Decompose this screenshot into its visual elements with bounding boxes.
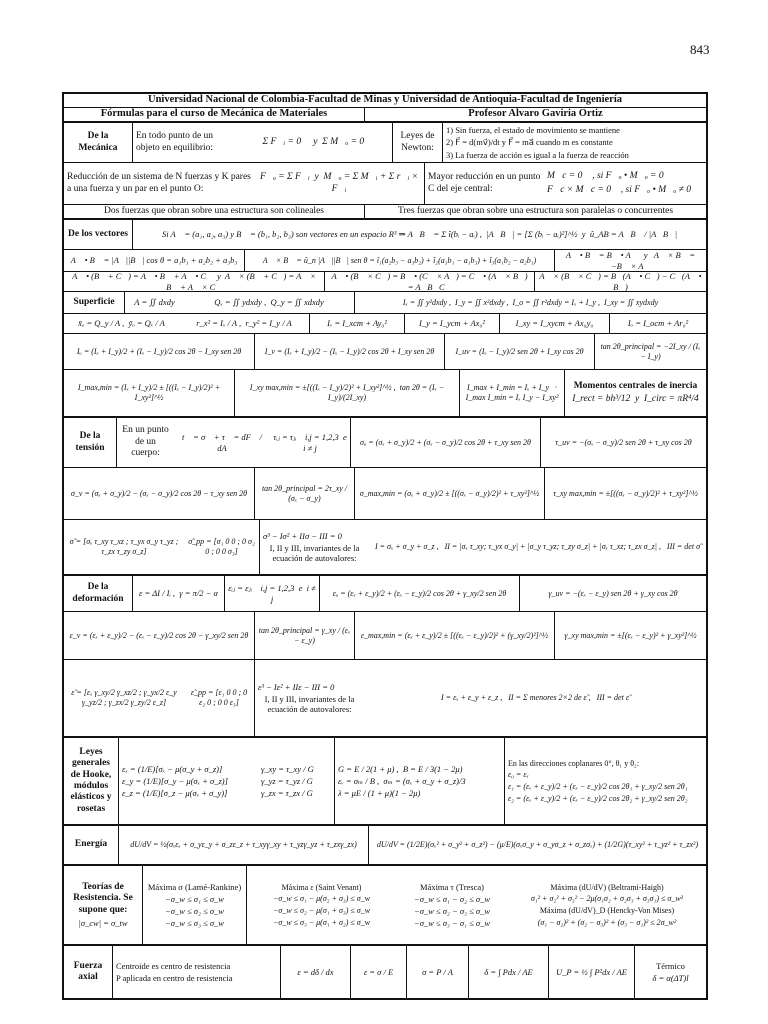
header-university-row bbox=[64, 94, 706, 108]
steiner-x: Iₓ = I_xcm + Ay₀² bbox=[309, 314, 404, 333]
axial-label: Fuerza axial bbox=[73, 960, 103, 982]
energia-label: Energía bbox=[74, 839, 108, 850]
rosette-block bbox=[504, 738, 706, 824]
strain-tensor-row bbox=[64, 660, 706, 738]
energy-density-stress: dU/dV = (1/2E)(σₓ² + σ_y² + σ_z²) − (μ/E)(σₓσ_y + σ_yσ_z + σ_zσₓ) + (1/2G)(τ_xy² + τ_yz² + τ_zx²) bbox=[368, 826, 706, 864]
inertia-principal-values: I_max,min = (Iₓ + I_y)/2 ± [((Iₓ − I_y)/2)² + I_xy²]^½ bbox=[77, 383, 223, 402]
sigma-v: σ_v = (σₓ + σ_y)/2 − (σₓ − σ_y)/2 cos 2θ − τ_xy sen 2θ bbox=[70, 488, 248, 498]
stress-char-equation: σ³ − Iσ² + IIσ − III = 0 bbox=[263, 530, 342, 541]
reduction-text: Reducción de un sistema de N fuerzas y K pares a una fuerza y un par en el punto O: bbox=[67, 172, 251, 194]
venant-3: −σ_w ≤ σ₃ − μ(σ₁ + σ₂) ≤ σ_w bbox=[272, 917, 371, 927]
strain-char-note: I, II y III, invariantes de la ecuación de autovalores: bbox=[264, 693, 355, 715]
haigh-criterion: σ₁² + σ₂² + σ₃² − 2μ(σ₁σ₂ + σ₂σ₃ + σ₃σ₁) ≤ σ_w² bbox=[530, 894, 684, 904]
strain-characteristic bbox=[254, 660, 364, 736]
venant-theory bbox=[246, 866, 396, 944]
rosette-eps-0: ε₀ = εₓ bbox=[508, 770, 529, 780]
axial-elongation: δ = ∫ Pdx / AE bbox=[468, 946, 548, 998]
thermal-block bbox=[634, 946, 706, 998]
rankine-theory bbox=[142, 866, 246, 944]
hooke-gamma-zx: γ_zx = τ_zx / G bbox=[261, 788, 313, 799]
course-title: Fórmulas para el curso de Mecánica de Materiales bbox=[100, 108, 328, 120]
axial-strain: ε = dδ / dx bbox=[280, 946, 350, 998]
energia-row bbox=[64, 826, 706, 866]
axial-load-text: P aplicada en centro de resistencia bbox=[116, 973, 233, 983]
hooke-eps-y: ε_y = (1/E)[σ_y − μ(σₓ + σ_z)] bbox=[122, 775, 228, 786]
university-title: Universidad Nacional de Colombia-Facultad de Minas y Universidad de Antioquia-Facultad de Ingeniería bbox=[148, 94, 622, 106]
steiner-xy: I_xy = I_xycm + Ax₀y₀ bbox=[499, 314, 609, 333]
strain-principal-values: ε_max,min = (εₓ + ε_y)/2 ± [((εₓ − ε_y)/2)² + (γ_xy/2)²]^½ bbox=[354, 612, 554, 659]
axial-text bbox=[112, 946, 280, 998]
energy-theories bbox=[508, 866, 706, 944]
venant-1: −σ_w ≤ σ₁ − μ(σ₂ + σ₃) ≤ σ_w bbox=[272, 894, 371, 904]
principal-strain-tensor: ε̃_pp = [ε₁ 0 0 ; 0 ε₂ 0 ; 0 0 ε₃] bbox=[190, 688, 250, 707]
tension-principal-row bbox=[64, 468, 706, 520]
resistencia-assumption: |σ_cw| = σ_tw bbox=[78, 917, 128, 928]
vector-definition: Si A⃗ = (a₁, a₂, a₃) y B⃗ = (b₁, b₂, b₃) son vectores en un espacio R³ ⇒ A⃗B⃗ = Σ î(bᵢ − aᵢ) , |A⃗B⃗| = [Σ (bᵢ − aᵢ)²]^½ y û_AB = A⃗B⃗ / |A⃗B⃗| bbox=[132, 220, 706, 249]
newton-law-1: 1) Sin fuerza, el estado de movimiento se mantiene bbox=[446, 125, 620, 136]
max-reduction-formula-1: M⃗c = 0⃗ , si F⃗ₒ • M⃗ₒ = 0 bbox=[547, 171, 664, 182]
rosette-eps-1: ε₁ = (εₓ + ε_y)/2 + (εₓ − ε_y)/2 cos 2θ₁ + γ_xy/2 sen 2θ₁ bbox=[508, 782, 688, 791]
thermal-formula: δ = α(ΔT)l bbox=[652, 973, 689, 983]
dot-product: A⃗ • B⃗ = |A⃗||B⃗| cos θ = a₁b₁ + a₂b₂ + a₃b₃ bbox=[70, 255, 238, 266]
superficie-label: Superficie bbox=[73, 296, 115, 307]
traction-vector: t⃗ = σ⃗ + τ⃗ = dF⃗ / dA bbox=[182, 432, 265, 453]
hooke-gamma-xy: γ_xy = τ_xy / G bbox=[261, 763, 314, 774]
gamma-max: γ_xy max,min = ±[(εₓ − ε_y)² + γ_xy²]^½ bbox=[554, 612, 706, 659]
venant-title: Máxima ε (Saint Venant) bbox=[281, 882, 362, 892]
stress-tensor: σ̃ = [σₓ τ_xy τ_xz ; τ_yx σ_y τ_yz ; τ_zx τ_zy σ_z] bbox=[69, 537, 181, 556]
venant-2: −σ_w ≤ σ₂ − μ(σ₁ + σ₃) ≤ σ_w bbox=[272, 906, 371, 915]
tension-point-text: En un punto de un cuerpo: bbox=[116, 418, 174, 467]
hooke-label: Leyes generales de Hooke, módulos elásticos y rosetas bbox=[70, 746, 112, 814]
distributive-props: A⃗ • (B⃗ + C⃗) = A⃗ • B⃗ + A⃗ • C⃗ y A⃗ × (B⃗ + C⃗) = A⃗ × B⃗ + A⃗ × C⃗ bbox=[72, 271, 318, 292]
tension-label: De la tensión bbox=[75, 431, 105, 453]
commutative-props: A⃗ • B⃗ = B⃗ • A⃗ y A⃗ × B⃗ = −B⃗ × A⃗ bbox=[554, 250, 706, 271]
inertia-v: I_v = (Iₓ + I_y)/2 − (Iₓ − I_y)/2 cos 2θ + I_xy sen 2θ bbox=[254, 334, 444, 369]
vectores-row bbox=[64, 220, 706, 250]
triple-product: A⃗ • (B⃗ × C⃗) = B⃗ • (C⃗ × A⃗) = C⃗ • (A⃗ × B⃗) = A⃗B⃗C⃗ bbox=[324, 272, 534, 291]
equilibrium-formula: Σ F⃗ᵢ = 0⃗ y Σ M⃗ₒ = 0⃗ bbox=[262, 136, 372, 147]
strain-char-equation: ε³ − Iε² + IIε − III = 0 bbox=[258, 681, 335, 692]
central-inertia-formula: I_rect = bh³/12 y I_circ = πR⁴/4 bbox=[572, 394, 699, 404]
professor-name: Profesor Alvaro Gaviria Ortiz bbox=[364, 108, 706, 121]
resistencia-label: Teorías de Resistencia. Se supone que: bbox=[73, 881, 133, 915]
strain-principal-angle: tan 2θ_principal = γ_xy / (εₓ − ε_y) bbox=[254, 612, 354, 659]
newton-laws bbox=[442, 123, 706, 162]
central-inertia bbox=[564, 370, 706, 416]
cross-product: A⃗ × B⃗ = û_n |A⃗||B⃗| sen θ = î₁(a₂b₃ − a₃b₂) + î₂(a₃b₁ − a₁b₃) + î₃(a₁b₂ − a₂b₁) bbox=[244, 250, 554, 271]
mecanica-label: De la Mecánica bbox=[78, 131, 118, 153]
hooke-shear-strains bbox=[258, 738, 334, 824]
superficie-row bbox=[64, 292, 706, 314]
deformacion-label: De la deformación bbox=[72, 582, 124, 604]
forces-row bbox=[64, 205, 706, 220]
epsilon-u: εᵤ = (εₓ + ε_y)/2 + (εₓ − ε_y)/2 cos 2θ + γ_xy/2 sen 2θ bbox=[319, 576, 519, 611]
hooke-normal-strains bbox=[118, 738, 258, 824]
sigma-u: σᵤ = (σₓ + σ_y)/2 + (σₓ − σ_y)/2 cos 2θ + τ_xy sen 2θ bbox=[350, 418, 540, 467]
shear-bulk-moduli: G = E / 2(1 + μ) , B = E / 3(1 − 2μ) bbox=[338, 763, 463, 774]
rotation-row bbox=[64, 334, 706, 370]
rosette-title: En las direcciones coplanares 0°, θ₁ y θ₂: bbox=[508, 758, 640, 768]
hooke-eps-z: ε_z = (1/E)[σ_z − μ(σₓ + σ_y)] bbox=[122, 788, 228, 799]
hooke-row bbox=[64, 738, 706, 826]
resistencia-label-cell bbox=[64, 866, 142, 944]
steiner-row bbox=[64, 314, 706, 334]
tresca-title: Máxima τ (Tresca) bbox=[419, 881, 484, 892]
tau-uv: τ_uv = −(σₓ − σ_y)/2 sen 2θ + τ_xy cos 2θ bbox=[540, 418, 706, 467]
stress-invariants: I = σₓ + σ_y + σ_z , II = |σₓ τ_xy; τ_yx σ_y| + |σ_y τ_yz; τ_zy σ_z| + |σₓ τ_xz; τ_zx σ_z| , III = det σ̃ bbox=[374, 542, 701, 552]
max-reduction-text: Mayor reducción en un punto C del eje central: bbox=[424, 163, 544, 204]
rankine-3: −σ_w ≤ σ₃ ≤ σ_w bbox=[165, 918, 224, 929]
mises-criterion: (σ₁ − σ₂)² + (σ₂ − σ₃)² + (σ₃ − σ₁)² ≤ 2σ_w² bbox=[537, 917, 677, 927]
hooke-gamma-yz: γ_yz = τ_yz / G bbox=[261, 775, 313, 786]
inertia-invariants: I_max + I_min = Iₓ + I_y · I_max I_min = Iₓ I_y − I_xy² bbox=[459, 370, 564, 416]
inertia-max-product: I_xy max,min = ±[((Iₓ − I_y)/2)² + I_xy²]^½ , tan 2θ = (Iₓ − I_y)/(2I_xy) bbox=[234, 370, 459, 416]
rankine-title: Máxima σ (Lamé-Rankine) bbox=[147, 881, 242, 892]
tresca-1: −σ_w ≤ σ₁ − σ₂ ≤ σ_w bbox=[413, 893, 491, 904]
tension-row bbox=[64, 418, 706, 468]
vector-products-row bbox=[64, 250, 706, 272]
newton-law-3: 3) La fuerza de acción es igual a la fuerza de reacción bbox=[446, 149, 629, 160]
three-forces-text: Tres fuerzas que obran sobre una estructura son paralelas o concurrentes bbox=[364, 205, 706, 218]
axial-energy: U_P = ½ ∫ P²dx / AE bbox=[548, 946, 634, 998]
second-moments: Iₓ = ∬ y²dxdy , I_y = ∬ x²dxdy , I_o = ∬ r²dxdy = Iₓ + I_y , I_xy = ∬ xydxdy bbox=[354, 292, 706, 313]
page-number: 843 bbox=[690, 42, 710, 57]
tension-principal-angle: tan 2θ_principal = 2τ_xy / (σₓ − σ_y) bbox=[254, 468, 354, 519]
two-forces-text: Dos fuerzas que obran sobre una estructura son colineales bbox=[103, 205, 324, 216]
area-formula: A = ∬ dxdy bbox=[124, 292, 184, 313]
shear-symmetry: τᵢⱼ = τⱼᵢ i,j = 1,2,3 e i ≠ j bbox=[273, 432, 352, 453]
newton-label: Leyes de Newton: bbox=[392, 123, 442, 162]
elastic-moduli bbox=[334, 738, 504, 824]
header-course-row bbox=[64, 108, 706, 123]
max-reduction-formula-2: F⃗c × M⃗c = 0⃗ , si F⃗ₒ • M⃗ₒ ≠ 0 bbox=[547, 184, 691, 195]
reduction-formula: F⃗ₒ = Σ F⃗ᵢ y M⃗ₒ = Σ M⃗ᵢ + Σ r⃗ᵢ × F⃗ᵢ bbox=[259, 172, 421, 194]
deformacion-row bbox=[64, 576, 706, 612]
deformacion-principal-row bbox=[64, 612, 706, 660]
rankine-2: −σ_w ≤ σ₂ ≤ σ_w bbox=[165, 906, 224, 916]
strain-definitions: ε = ΔI / Iᵢ , γ = π/2 − α bbox=[132, 576, 224, 611]
gamma-uv: γ_uv = −(εₓ − ε_y) sen 2θ + γ_xy cos 2θ bbox=[519, 576, 706, 611]
equilibrium-text: En todo punto de un objeto en equilibrio: bbox=[132, 123, 242, 162]
steiner-o: Iₒ = I_ocm + Ar₀² bbox=[609, 314, 706, 333]
axial-hooke: ε = σ / E bbox=[350, 946, 406, 998]
vectores-label: De los vectores bbox=[68, 228, 128, 239]
epsilon-v: ε_v = (εₓ + ε_y)/2 − (εₓ − ε_y)/2 cos 2θ − γ_xy/2 sen 2θ bbox=[69, 630, 249, 640]
haigh-title: Máxima (dU/dV) (Beltrami-Haigh) bbox=[550, 882, 664, 892]
reduction-row bbox=[64, 163, 706, 205]
thermal-title: Térmico bbox=[656, 960, 685, 971]
stress-char-note: I, II y III, invariantes de la ecuación de autovalores: bbox=[269, 542, 360, 564]
centroid-formula: x̄ₒ = Q_y / A , ȳₒ = Qₓ / A bbox=[78, 318, 165, 329]
gyration-formula: r_x² = Iₓ / A , r_y² = I_y / A bbox=[196, 318, 292, 329]
stress-characteristic bbox=[259, 520, 369, 574]
newton-law-2: 2) F⃗ = d(mv⃗)/dt y F⃗ = ma⃗ cuando m es constante bbox=[446, 137, 613, 148]
principal-stress-tensor: σ̃_pp = [σ₁ 0 0 ; 0 σ₂ 0 ; 0 0 σ₃] bbox=[188, 537, 257, 556]
strain-invariants: I = εₓ + ε_y + ε_z , II = Σ menores 2×2 de ε̃ , III = det ε̃ bbox=[441, 693, 629, 703]
hooke-eps-x: εₓ = (1/E)[σₓ − μ(σ_y + σ_z)] bbox=[122, 763, 223, 774]
rosette-eps-2: ε₂ = (εₓ + ε_y)/2 + (εₓ − ε_y)/2 cos 2θ₂ + γ_xy/2 sen 2θ₂ bbox=[508, 793, 688, 803]
tresca-2: −σ_w ≤ σ₂ − σ₃ ≤ σ_w bbox=[413, 906, 491, 916]
max-reduction-formulas bbox=[544, 163, 706, 204]
stress-tensor-row bbox=[64, 520, 706, 576]
steiner-y: I_y = I_ycm + Ax₀² bbox=[404, 314, 499, 333]
energy-density-strain: dU/dV = ½(σₓεₓ + σ_yε_y + σ_zε_z + τ_xyγ_xy + τ_yzγ_yz + τ_zxγ_zx) bbox=[118, 826, 368, 864]
sigma-principal-values: σ_max,min = (σₓ + σ_y)/2 ± [((σₓ − σ_y)/2)² + τ_xy²]^½ bbox=[354, 468, 544, 519]
tau-max: τ_xy max,min = ±[((σₓ − σ_y)/2)² + τ_xy²]^½ bbox=[544, 468, 706, 519]
mecanica-row bbox=[64, 123, 706, 163]
formula-sheet bbox=[62, 92, 708, 1000]
volumetric-strain: εᵥ = σₘ / B , σₘ = (σₓ + σ_y + σ_z)/3 bbox=[338, 775, 466, 786]
inertia-uv: I_uv = (Iₓ − I_y)/2 sen 2θ + I_xy cos 2θ bbox=[444, 334, 594, 369]
inertia-principal-angle: tan 2θ_principal = −2I_xy / (Iₓ − I_y) bbox=[594, 334, 706, 369]
central-inertia-title: Momentos centrales de inercia bbox=[573, 380, 698, 391]
strain-tensor: ε̃ = [εₓ γ_xy/2 γ_xz/2 ; γ_yx/2 ε_y γ_yz/2 ; γ_zx/2 γ_zy/2 ε_z] bbox=[71, 688, 179, 707]
axial-stress: σ = P / A bbox=[406, 946, 468, 998]
mises-title: Máxima (dU/dV)_D (Hencky-Von Mises) bbox=[539, 906, 675, 915]
tresca-3: −σ_w ≤ σ₃ − σ₁ ≤ σ_w bbox=[413, 918, 491, 929]
principal-inertia-row bbox=[64, 370, 706, 418]
lame-constant: λ = μE / (1 + μ)(1 − 2μ) bbox=[338, 788, 421, 799]
first-moments: Qₓ = ∬ ydxdy , Q_y = ∬ xdxdy bbox=[214, 297, 324, 308]
resistencia-row bbox=[64, 866, 706, 946]
axial-row bbox=[64, 946, 706, 998]
strain-symmetry: εᵢⱼ = εⱼᵢ i,j = 1,2,3 e i ≠ j bbox=[224, 576, 319, 611]
tresca-theory bbox=[396, 866, 508, 944]
vector-identities-row bbox=[64, 272, 706, 292]
axial-centroid-text: Centroide es centro de resistencia bbox=[116, 960, 231, 971]
double-cross-product: A⃗ × (B⃗ × C⃗) = B⃗(A⃗ • C⃗) − C⃗(A⃗ • B⃗) bbox=[534, 272, 706, 291]
inertia-u: Iᵤ = (Iₓ + I_y)/2 + (Iₓ − I_y)/2 cos 2θ − I_xy sen 2θ bbox=[76, 346, 242, 356]
rankine-1: −σ_w ≤ σ₁ ≤ σ_w bbox=[165, 893, 224, 904]
